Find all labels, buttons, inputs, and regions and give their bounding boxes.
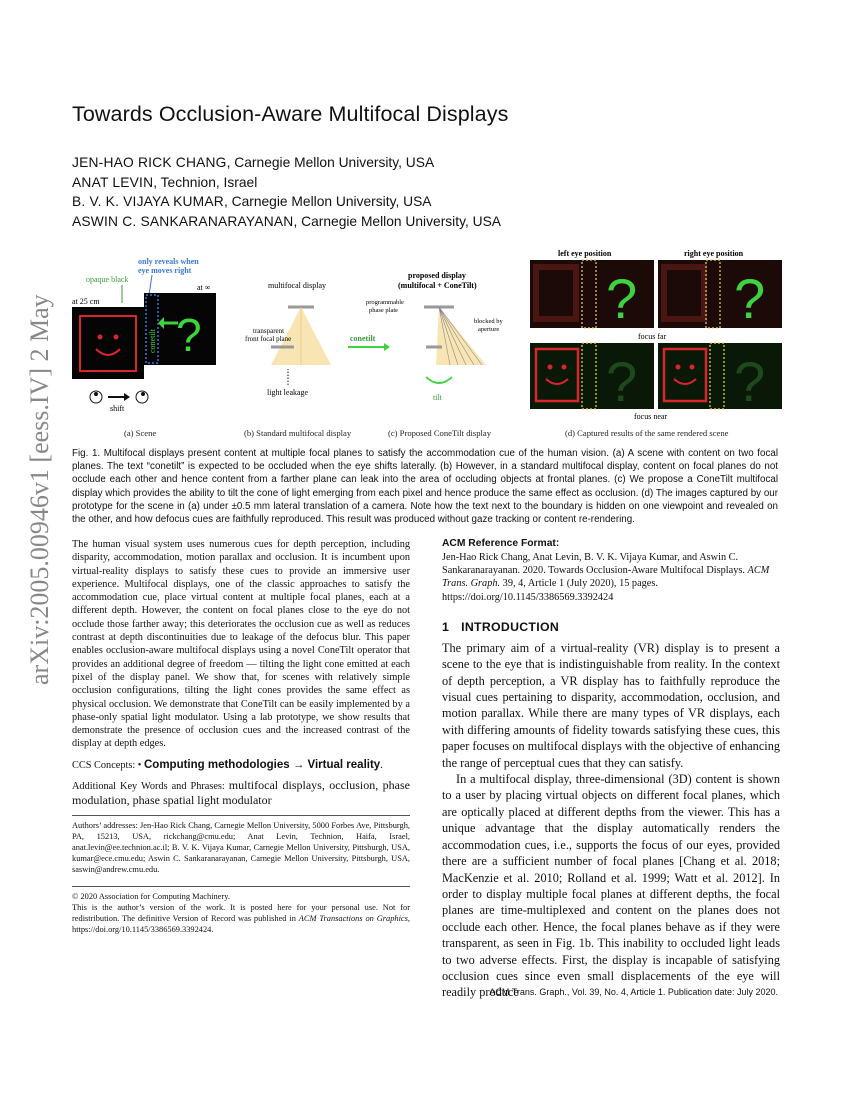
multifocal-display-label: multifocal display bbox=[268, 281, 326, 290]
reference-details: 39, 4, Article 1 (July 2020), 15 pages. https://doi.org/10.1145/3386569.3392424 bbox=[442, 578, 658, 603]
arxiv-stamp bbox=[10, 290, 60, 690]
section-number: 1 bbox=[442, 619, 450, 634]
paper-title: Towards Occlusion-Aware Multifocal Displays bbox=[72, 102, 509, 126]
smiley-eye-icon bbox=[690, 365, 695, 370]
tilt-arrow-icon bbox=[426, 377, 452, 383]
reveal-note-pointer bbox=[149, 275, 152, 295]
author-name: ASWIN C. SANKARANARAYANAN bbox=[72, 213, 294, 229]
blocked-label-1: blocked by bbox=[474, 318, 503, 325]
question-mark-glyph: ? bbox=[176, 309, 202, 361]
ccs-concepts bbox=[72, 759, 410, 772]
shift-arrowhead-icon bbox=[124, 393, 130, 401]
authors-addresses: Authors’ addresses: Jen-Hao Rick Chang, Carnegie Mellon University, 5000 Forbes Ave, Pittsburgh, PA, 15213, USA, rickchang@cmu.edu; Anat Levin, Technion, Haifa, Israel, anat.levin@ee.technion.ac.il; B. V. K. Vijaya Kumar, Carnegie Mellon University, Pittsburgh, USA, kumar@ece.cmu.edu; Aswin C. Sankaranarayanan, Carnegie Mellon University, Pittsburgh, USA, saswin@andrew.cmu.edu. bbox=[72, 815, 410, 876]
blurred-question-glyph: ? bbox=[734, 350, 766, 413]
subfigure-label-a: (a) Scene bbox=[124, 428, 157, 438]
shift-label: shift bbox=[110, 404, 125, 413]
author-line bbox=[72, 212, 501, 232]
keywords-text: multifocal displays, occlusion, phase modulation, phase spatial light modulator bbox=[72, 778, 410, 808]
intro-paragraph-1: The primary aim of a virtual-reality (VR) display is to present a scene to the eye that is indistinguishable from reality. In the context of depth perception, a VR display has to faithfully reproduce the visual cues pertaining to disparity, accommodation, occlusion, and motion parallax. While there are many types of VR displays, each with differing amounts of fidelity towards satisfying these cues, this paper focuses on multifocal displays with the objective of enhancing the range of perceptual cues that they can satisfy. bbox=[442, 640, 780, 770]
reveal-note-line-1: only reveals when bbox=[138, 257, 199, 266]
sharp-question-glyph: ? bbox=[734, 267, 766, 330]
opaque-black-label: opaque black bbox=[86, 275, 129, 284]
ccs-suffix: . bbox=[380, 759, 383, 771]
author-list bbox=[72, 153, 501, 231]
abstract: The human visual system uses numerous cues for depth perception, including disparity, accommodation, motion parallax and occlusion. It is incumbent upon virtual-reality displays to satisfy these cues to provide an immersive user experience. Multifocal displays, one of the classic approaches to satisfy the accommodation cue, place virtual content at multiple focal planes, each at a different depth. However, the content on focal planes close to the eye do not occlude those farther away; this deteriorates the occlusion cue as well as reduces contrast at depth discontinuities due to leakage of the defocus blur. This paper enables occlusion-aware multifocal displays using a novel ConeTilt operator that provides an additional degree of freedom — tilting the light cone emitted at each pixel of the display panel. We show that, for scenes with relatively simple occlusion configurations, tilting the light cones provides the same effect as physical occlusion. We demonstrate that ConeTilt can be easily implemented by a phase-only spatial light modulator. Using a lab prototype, we show results that demonstrate the presence of occlusion cues and the increased contrast of the display at depth edges. bbox=[72, 539, 410, 750]
section-heading bbox=[442, 620, 780, 634]
panel-c-conetilt bbox=[366, 271, 503, 402]
front-plane-label-2: front focal plane bbox=[245, 335, 292, 343]
figure-1 bbox=[66, 245, 786, 445]
focus-near-label: focus near bbox=[634, 412, 668, 421]
near-plane-image bbox=[72, 307, 144, 379]
right-column bbox=[442, 538, 780, 1001]
author-name: ANAT LEVIN bbox=[72, 174, 154, 190]
journal-name: ACM Transactions on Graphics bbox=[298, 914, 408, 924]
smiley-eye-icon bbox=[676, 365, 681, 370]
copyright-line: © 2020 Association for Computing Machinery. bbox=[72, 891, 230, 901]
introduction-body bbox=[442, 640, 780, 1001]
left-eye-label: left eye position bbox=[558, 249, 612, 258]
author-affiliation: , Carnegie Mellon University, USA bbox=[293, 213, 501, 229]
acm-reference-heading: ACM Reference Format: bbox=[442, 538, 560, 549]
reference-journal: ACM Trans. Graph. bbox=[442, 565, 770, 590]
proposed-title-1: proposed display bbox=[408, 271, 466, 280]
pupil-icon bbox=[141, 392, 145, 396]
intro-paragraph-2: In a multifocal display, three-dimensional (3D) content is shown to a user by placing virtual objects on different focal planes, which are optically placed at different depths from the viewer. This has a unique advantage that the display automatically renders the accommodation cues, i.e., supports the focus of our eyes, provided there are a sufficient number of focal planes [Chang et al. 2018; MacKenzie et al. 2010; Rolland et al. 1999; Watt et al. 2012]. In order to display multiple focal planes at different depths, the focal planes are time-multiplexed and content on the planes does not occlude each other. Hence, the focal planes behave as if they were transparent, as seen in Fig. 1b. This inability to occluded light leads to two adverse effects. First, the display is incapable of satisfying occlusion cues since even small displacements of the eye will readily produce bbox=[442, 772, 780, 1000]
version-note-text: This is the author’s version of the work. It is posted here for your personal use. Not for redistribution. The definitive Version of Record was published in bbox=[72, 902, 410, 924]
ccs-concept: Computing methodologies → Virtual reality bbox=[143, 758, 381, 771]
subfigure-label-b: (b) Standard multifocal display bbox=[244, 428, 352, 438]
conetilt-arrowhead-icon bbox=[384, 343, 390, 351]
panel-b-standard bbox=[245, 281, 331, 397]
arxiv-stamp-text: arXiv:2005.00946v1 [eess.IV] 2 May 2020 bbox=[25, 290, 54, 685]
blurred-question-glyph: ? bbox=[606, 350, 638, 413]
reference-text: Jen-Hao Rick Chang, Anat Levin, B. V. K. Vijaya Kumar, and Aswin C. Sankaranarayanan. 2020. Towards Occlusion-Aware Multifocal Displays. bbox=[442, 552, 748, 577]
panel-d-results bbox=[530, 249, 782, 421]
author-affiliation: , Carnegie Mellon University, USA bbox=[223, 194, 432, 209]
figure-1-svg bbox=[66, 245, 786, 445]
author-name: JEN-HAO RICK CHANG bbox=[72, 155, 227, 170]
figure-caption: Fig. 1. Multifocal displays present content at multiple focal planes to satisfy the accommodation cue of the human vision. (a) A scene with content on two focal planes. The text “conetilt” is expected to be occluded when the eye shifts laterally. (b) However, in a standard multifocal display, content on focal planes do not occlude each other and hence content from a farther plane can leak into the area of occluding objects at frontal planes. (c) We propose a ConeTilt multifocal display which provides the ability to tilt the cone of light emerging from each pixel and hence produce the same effect as occlusion. (d) The images captured by our prototype for the scene in (a) under ±0.5 mm lateral translation of a camera. Note how the text next to the boundary is hidden on one viewpoint and revealed on the other, and how defocus cues are faithfully reproduced. This result was produced without gaze tracking or content re-rendering. bbox=[72, 448, 778, 526]
reveal-note-line-2: eye moves right bbox=[138, 266, 192, 275]
tilt-label: tilt bbox=[433, 393, 442, 402]
front-plane-label-1: transparent bbox=[253, 327, 285, 335]
keywords-prefix: Additional Key Words and Phrases: bbox=[72, 781, 229, 793]
far-distance-label: at ∞ bbox=[197, 283, 211, 292]
author-name: B. V. K. VIJAYA KUMAR bbox=[72, 194, 224, 209]
copyright-notice bbox=[72, 886, 410, 936]
section-title: INTRODUCTION bbox=[461, 619, 560, 634]
pupil-icon bbox=[94, 392, 98, 396]
proposed-title-2: (multifocal + ConeTilt) bbox=[398, 281, 477, 290]
version-note-doi: , https://doi.org/10.1145/3386569.3392424. bbox=[72, 914, 410, 935]
phase-plate-label-1: programmable bbox=[366, 299, 404, 306]
author-line bbox=[72, 192, 501, 212]
author-affiliation: , Carnegie Mellon University, USA bbox=[226, 155, 435, 170]
panel-a-scene bbox=[72, 257, 216, 413]
subfigure-label-d: (d) Captured results of the same rendered scene bbox=[565, 428, 729, 438]
tilted-cone-shape bbox=[436, 307, 486, 365]
arxiv-stamp-svg bbox=[10, 290, 60, 690]
near-distance-label: at 25 cm bbox=[72, 297, 100, 306]
phase-plate-label-2: phase plate bbox=[369, 307, 399, 314]
subfigure-label-c: (c) Proposed ConeTilt display bbox=[388, 428, 492, 438]
conetilt-arrow-label: conetilt bbox=[350, 334, 376, 343]
smiley-eye-icon bbox=[562, 365, 567, 370]
keywords bbox=[72, 778, 410, 809]
copyright-version-note bbox=[72, 902, 410, 936]
author-line bbox=[72, 173, 501, 193]
ccs-prefix: CCS Concepts: • bbox=[72, 759, 144, 771]
conetilt-text: conetilt bbox=[148, 329, 157, 353]
author-line bbox=[72, 153, 501, 173]
acm-reference-body bbox=[442, 551, 780, 604]
focus-far-label: focus far bbox=[638, 332, 667, 341]
left-column bbox=[72, 538, 410, 935]
blocked-label-2: aperture bbox=[478, 326, 500, 333]
light-leakage-label: light leakage bbox=[267, 388, 309, 397]
sharp-question-glyph: ? bbox=[606, 267, 638, 330]
page-footer: ACM Trans. Graph., Vol. 39, No. 4, Article 1. Publication date: July 2020. bbox=[489, 987, 778, 997]
right-eye-label: right eye position bbox=[684, 249, 744, 258]
smiley-eye-icon bbox=[548, 365, 553, 370]
smiley-eye-icon bbox=[114, 335, 119, 340]
author-affiliation: , Technion, Israel bbox=[153, 174, 258, 190]
smiley-eye-icon bbox=[98, 335, 103, 340]
